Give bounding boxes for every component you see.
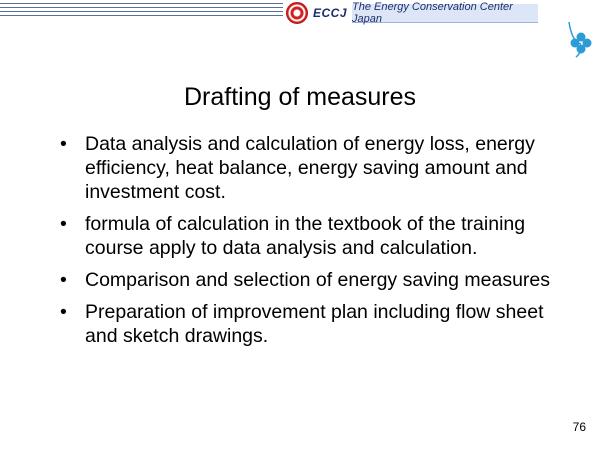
header-rule — [0, 0, 283, 16]
page-number: 76 — [572, 420, 586, 434]
organization-name: The Energy Conservation Center Japan — [352, 4, 538, 23]
bullet-item: • Comparison and selection of energy saving measures — [60, 268, 580, 292]
eccj-logo-icon — [286, 2, 308, 24]
bullet-list — [60, 132, 580, 356]
eccj-logo — [286, 2, 350, 24]
logo-text: ECCJ — [313, 6, 348, 20]
bullet-item: • formula of calculation in the textbook of the training course apply to data analysis and calculation. — [60, 212, 580, 260]
bullet-item: • Data analysis and calculation of energy loss, energy efficiency, heat balance, energy saving amount and investment cost. — [60, 132, 580, 204]
bullet-item: • Preparation of improvement plan including flow sheet and sketch drawings. — [60, 300, 580, 348]
slide-title: Drafting of measures — [183, 83, 417, 111]
clover-icon — [566, 22, 596, 58]
